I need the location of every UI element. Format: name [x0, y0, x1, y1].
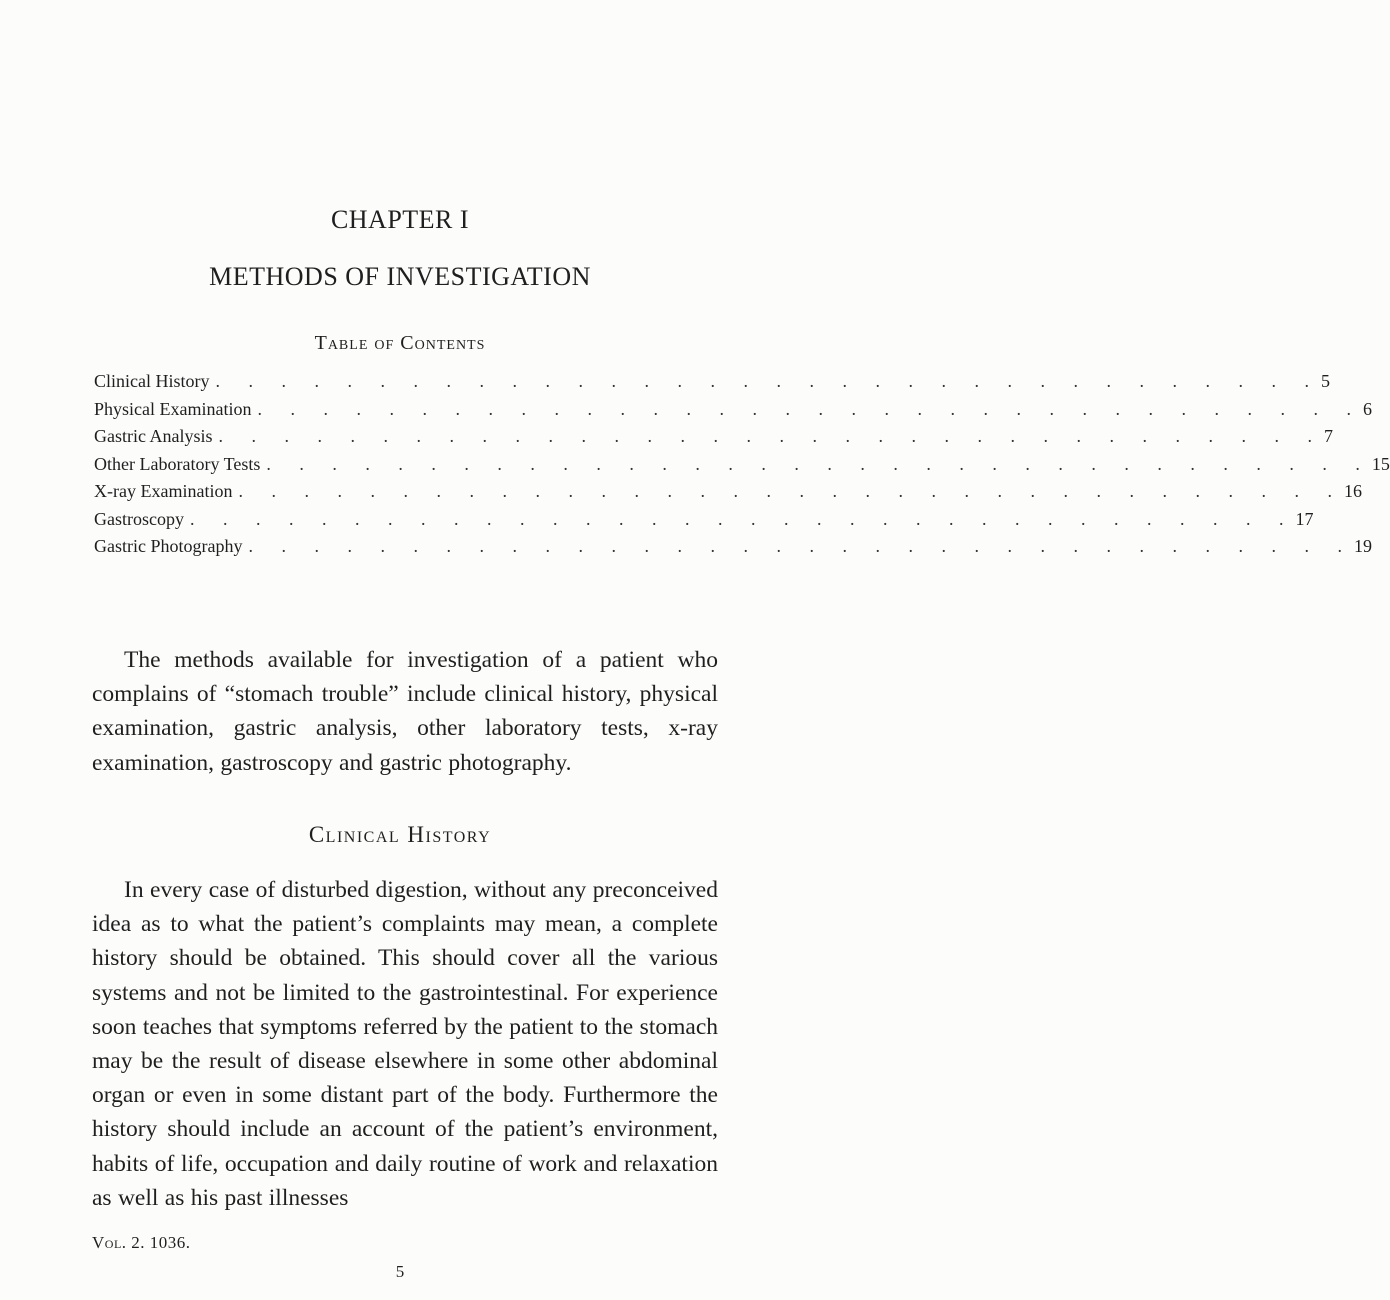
toc-entry — [94, 506, 1314, 534]
toc-leader: . . . . . . . . . . . . . . . . . . . . . . . . . . . . . . . . . . — [189, 508, 1296, 529]
table-of-contents — [94, 368, 1390, 561]
toc-entry-page: 7 — [1324, 426, 1333, 447]
toc-heading: Table of Contents — [314, 332, 486, 354]
toc-entry — [94, 396, 1372, 424]
toc-leader: . . . . . . . . . . . . . . . . . . . . . . . . . . . . . . . . . . — [215, 371, 1321, 392]
toc-leader: . . . . . . . . . . . . . . . . . . . . . . . . . . . . . . . . . . — [238, 481, 1344, 502]
intro-paragraph: The methods available for investigation of a patient who complains of “stomach trouble” include clinical history, physical examination, gastric analysis, other laboratory tests, x-ray examination, gastroscopy and gastric photography. — [92, 647, 718, 776]
toc-entry-label: Clinical History — [94, 371, 216, 392]
clinical-history-paragraph: In every case of disturbed digestion, without any preconceived idea as to what the patient’s complaints may mean, a complete history should be obtained. This should cover all the various systems and not be limited to the gastrointestinal. For experience soon teaches that symptoms referred by the patient to the stomach may be the result of disease elsewhere in some other abdominal organ or even in some distant part of the body. Furthermore the history should include an account of the patient’s environment, habits of life, occupation and daily routine of work and relaxation as well as his past illnesses — [92, 877, 718, 1211]
chapter-title: METHODS OF INVESTIGATION — [209, 262, 591, 291]
toc-leader: . . . . . . . . . . . . . . . . . . . . . . . . . . . . . . . . . . — [248, 536, 1354, 557]
toc-entry-page: 6 — [1362, 398, 1372, 419]
toc-leader: . . . . . . . . . . . . . . . . . . . . . . . . . . . . . . . . . . — [257, 398, 1363, 419]
toc-entry-page: 5 — [1321, 371, 1330, 392]
toc-entry-page: 15 — [1371, 453, 1390, 474]
toc-entry — [94, 533, 1372, 561]
toc-entry-label: Gastric Photography — [94, 536, 248, 557]
toc-entry — [94, 423, 1333, 451]
page-number: 5 — [395, 1262, 405, 1281]
toc-entry-page: 17 — [1295, 508, 1314, 529]
toc-entry-page: 16 — [1343, 481, 1362, 502]
toc-entry — [94, 451, 1390, 479]
toc-entry-label: Physical Examination — [94, 399, 257, 420]
toc-entry — [94, 478, 1362, 506]
toc-entry-label: Other Laboratory Tests — [94, 454, 266, 475]
chapter-label: CHAPTER I — [330, 205, 470, 234]
toc-entry-label: Gastroscopy — [94, 509, 190, 530]
toc-leader: . . . . . . . . . . . . . . . . . . . . . . . . . . . . . . . . . . — [266, 453, 1372, 474]
toc-leader: . . . . . . . . . . . . . . . . . . . . . . . . . . . . . . . . . . — [218, 426, 1324, 447]
toc-entry-label: Gastric Analysis — [94, 426, 219, 447]
volume-note: Vol. 2. 1036. — [92, 1233, 191, 1252]
toc-entry — [94, 368, 1330, 396]
section-heading: Clinical History — [308, 822, 492, 847]
toc-entry-page: 19 — [1353, 536, 1372, 557]
toc-entry-label: X-ray Examination — [94, 481, 238, 502]
